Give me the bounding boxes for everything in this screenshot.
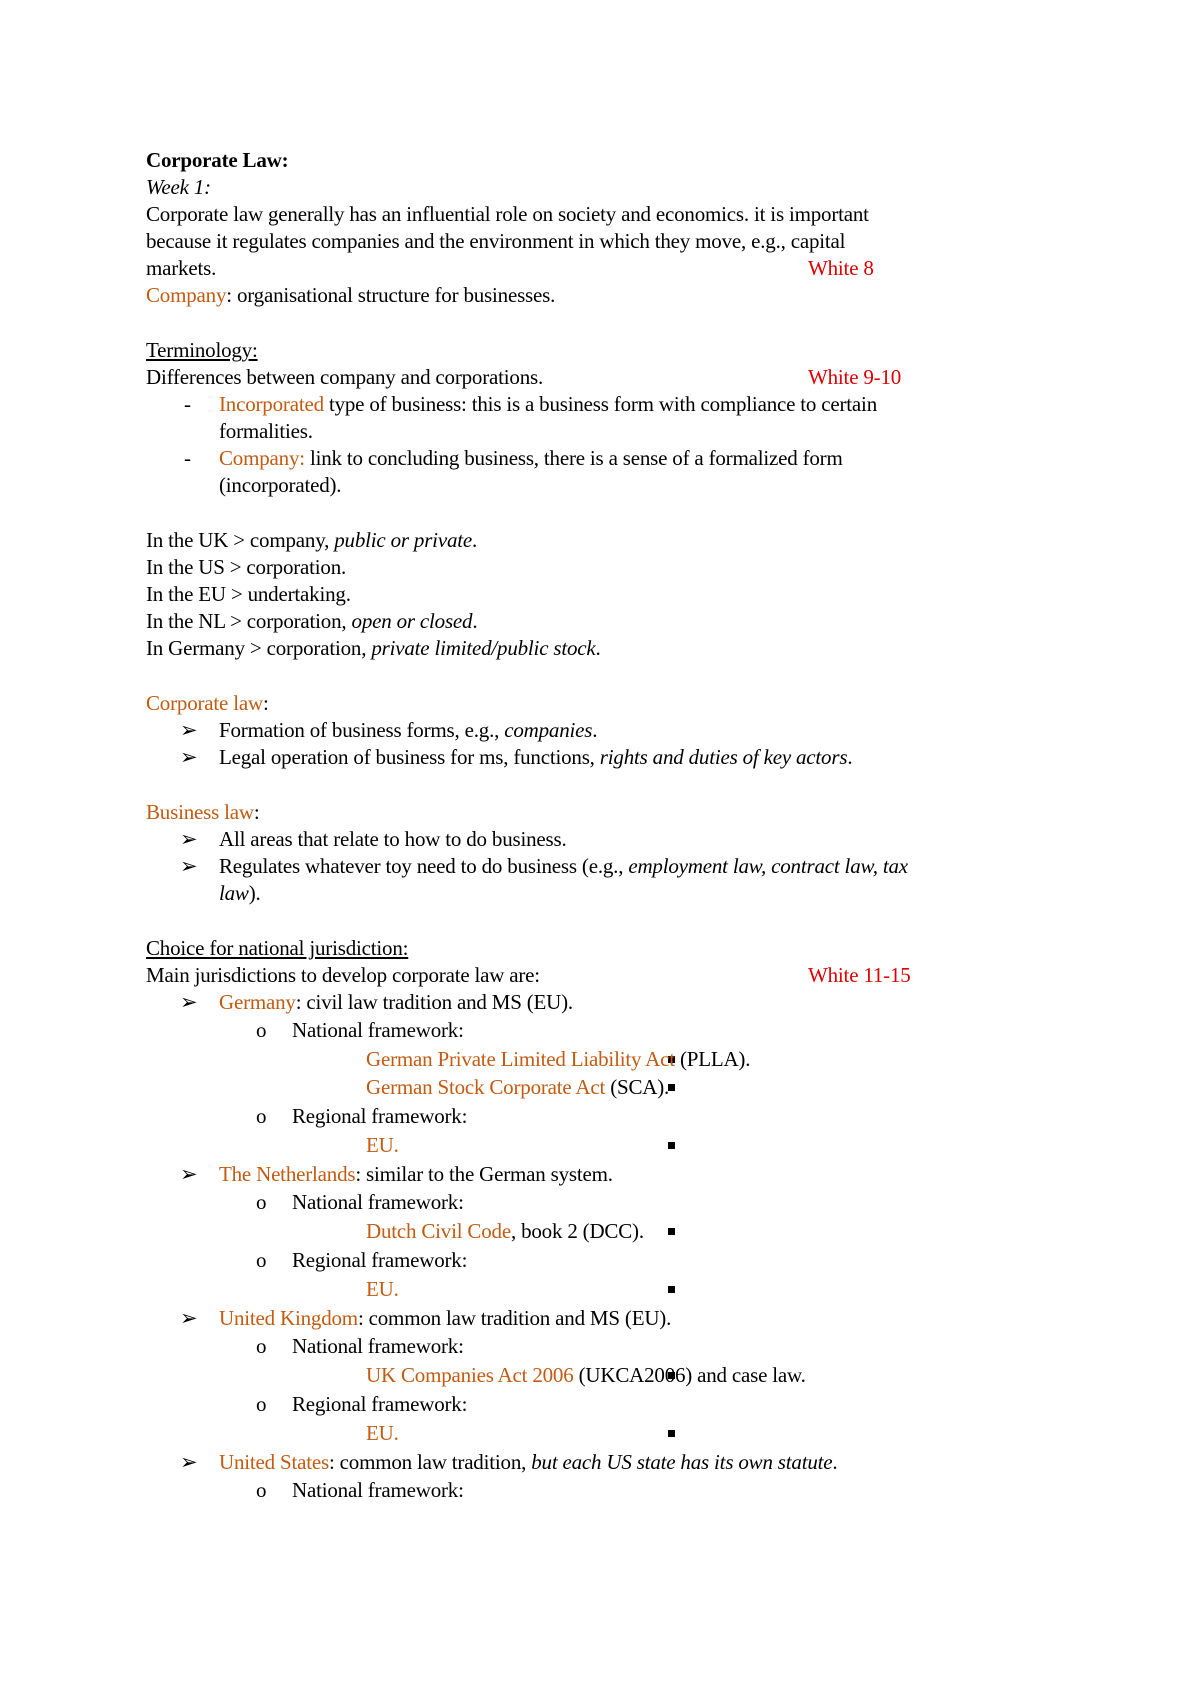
intro-line-3-text: markets. <box>146 256 217 280</box>
corporate-law-item-1 <box>219 716 597 744</box>
intro-reference: White 8 <box>808 256 874 280</box>
corporate-law-item-1-post: . <box>592 718 598 742</box>
company-definition <box>146 281 555 309</box>
arrow-bullet-icon: ➢ <box>180 1306 198 1330</box>
region-nl-text: In the NL > corporation, <box>146 609 352 633</box>
jurisdiction-germany <box>219 988 573 1016</box>
arrow-bullet-icon: ➢ <box>180 990 198 1014</box>
terminology-bullet-2: - <box>184 446 191 470</box>
germany-law-sca <box>366 1073 669 1101</box>
netherlands-eu: EU. <box>366 1277 399 1301</box>
company-term-2: Company: <box>219 446 305 470</box>
germany-law-plla <box>366 1045 750 1073</box>
region-eu <box>146 580 351 608</box>
week-label: Week 1: <box>146 175 211 199</box>
intro-line-1: Corporate law generally has an influential role on society and economics. it is important <box>146 202 869 226</box>
business-law-colon: : <box>253 800 260 824</box>
uk-national-framework: National framework: <box>292 1334 464 1358</box>
uk-term: United Kingdom <box>219 1306 358 1330</box>
business-law-term: Business law <box>146 800 254 824</box>
region-nl-italic: open or closed <box>351 609 473 633</box>
terminology-item-2-cont: (incorporated). <box>219 473 342 497</box>
region-us <box>146 553 346 581</box>
germany-term: Germany <box>219 990 296 1014</box>
arrow-bullet-icon: ➢ <box>180 718 198 742</box>
arrow-bullet-icon: ➢ <box>180 827 198 851</box>
business-law-item-1: All areas that relate to how to do business. <box>219 827 567 851</box>
region-germany <box>146 634 601 662</box>
terminology-item-2 <box>219 444 843 472</box>
terminology-item-1-text: type of business: this is a business form with compliance to certain <box>323 392 877 416</box>
intro-line-2: because it regulates companies and the environment in which they move, e.g., capital <box>146 229 846 253</box>
circle-bullet-icon: o <box>256 1018 267 1042</box>
uk-regional-framework: Regional framework: <box>292 1392 468 1416</box>
jurisdiction-heading: Choice for national jurisdiction: <box>146 936 409 960</box>
circle-bullet-icon: o <box>256 1190 267 1214</box>
business-law-item-2-text: Regulates whatever toy need to do business (e.g., <box>219 854 629 878</box>
terminology-differences: Differences between company and corporations. <box>146 365 544 389</box>
us-post: . <box>832 1450 838 1474</box>
netherlands-regional-framework: Regional framework: <box>292 1248 468 1272</box>
corporate-law-item-2 <box>219 743 852 771</box>
sca-text: (SCA). <box>605 1075 670 1099</box>
sca-term: German Stock Corporate Act <box>366 1075 606 1099</box>
us-term: United States <box>219 1450 329 1474</box>
region-germany-text: In Germany > corporation, <box>146 636 372 660</box>
germany-regional-framework: Regional framework: <box>292 1104 468 1128</box>
corporate-law-item-2-post: . <box>847 745 853 769</box>
terminology-item-1 <box>219 390 877 418</box>
circle-bullet-icon: o <box>256 1248 267 1272</box>
terminology-reference: White 9-10 <box>808 365 902 389</box>
jurisdiction-uk <box>219 1304 671 1332</box>
company-definition-text: : organisational structure for businesses. <box>226 283 556 307</box>
corporate-law-term: Corporate law <box>146 691 263 715</box>
plla-term: German Private Limited Liability Act <box>366 1047 675 1071</box>
region-germany-post: . <box>595 636 601 660</box>
region-nl <box>146 607 477 635</box>
arrow-bullet-icon: ➢ <box>180 1162 198 1186</box>
plla-text: (PLLA). <box>674 1047 751 1071</box>
corporate-law-item-1-italic: companies <box>504 718 593 742</box>
jurisdiction-reference: White 11-15 <box>808 963 911 987</box>
terminology-bullet-1: - <box>184 392 191 416</box>
business-law-item-2 <box>219 852 908 880</box>
business-law-item-2-italic: employment law, contract law, tax <box>628 854 908 878</box>
document-title: Corporate Law: <box>146 148 289 172</box>
terminology-item-2-text: link to concluding business, there is a sense of a formalized form <box>304 446 843 470</box>
netherlands-law-dcc <box>366 1217 644 1245</box>
circle-bullet-icon: o <box>256 1478 267 1502</box>
arrow-bullet-icon: ➢ <box>180 745 198 769</box>
region-uk-italic: public or private <box>334 528 472 552</box>
company-term: Company <box>146 283 227 307</box>
corporate-law-heading <box>146 689 269 717</box>
jurisdiction-us <box>219 1448 837 1476</box>
circle-bullet-icon: o <box>256 1104 267 1128</box>
us-italic: but each US state has its own statute <box>531 1450 833 1474</box>
region-uk <box>146 526 477 554</box>
circle-bullet-icon: o <box>256 1392 267 1416</box>
jurisdiction-main: Main jurisdictions to develop corporate law are: <box>146 963 540 987</box>
germany-national-framework: National framework: <box>292 1018 464 1042</box>
business-law-item-2-cont-italic: law <box>219 881 249 905</box>
region-eu-text: In the EU > undertaking. <box>146 582 351 606</box>
netherlands-term: The Netherlands <box>219 1162 356 1186</box>
incorporated-term: Incorporated <box>219 392 324 416</box>
us-national-framework: National framework: <box>292 1478 464 1502</box>
arrow-bullet-icon: ➢ <box>180 1450 198 1474</box>
region-uk-text: In the UK > company, <box>146 528 335 552</box>
business-law-item-2-cont-post: ). <box>248 881 261 905</box>
dcc-term: Dutch Civil Code <box>366 1219 511 1243</box>
corporate-law-item-1-text: Formation of business forms, e.g., <box>219 718 505 742</box>
arrow-bullet-icon: ➢ <box>180 854 198 878</box>
circle-bullet-icon: o <box>256 1334 267 1358</box>
intro-line-3 <box>146 254 216 282</box>
netherlands-text: : similar to the German system. <box>355 1162 613 1186</box>
business-law-heading <box>146 798 260 826</box>
jurisdiction-netherlands <box>219 1160 613 1188</box>
uk-text: : common law tradition and MS (EU). <box>357 1306 672 1330</box>
business-law-item-2-cont <box>219 879 261 907</box>
germany-eu: EU. <box>366 1133 399 1157</box>
region-nl-post: . <box>472 609 478 633</box>
region-uk-post: . <box>472 528 478 552</box>
germany-text: : civil law tradition and MS (EU). <box>295 990 573 1014</box>
region-us-text: In the US > corporation. <box>146 555 347 579</box>
uk-law-ukca <box>366 1361 806 1389</box>
corporate-law-item-2-text: Legal operation of business for ms, functions, <box>219 745 600 769</box>
ukca-text: (UKCA2006) and case law. <box>573 1363 806 1387</box>
corporate-law-item-2-italic: rights and duties of key actors <box>599 745 848 769</box>
region-germany-italic: private limited/public stock <box>371 636 596 660</box>
us-text: : common law tradition, <box>328 1450 532 1474</box>
ukca-term: UK Companies Act 2006 <box>366 1363 574 1387</box>
terminology-item-1-cont: formalities. <box>219 419 313 443</box>
dcc-text: , book 2 (DCC). <box>510 1219 644 1243</box>
terminology-heading: Terminology: <box>146 338 258 362</box>
netherlands-national-framework: National framework: <box>292 1190 464 1214</box>
corporate-law-colon: : <box>262 691 269 715</box>
uk-eu: EU. <box>366 1421 399 1445</box>
